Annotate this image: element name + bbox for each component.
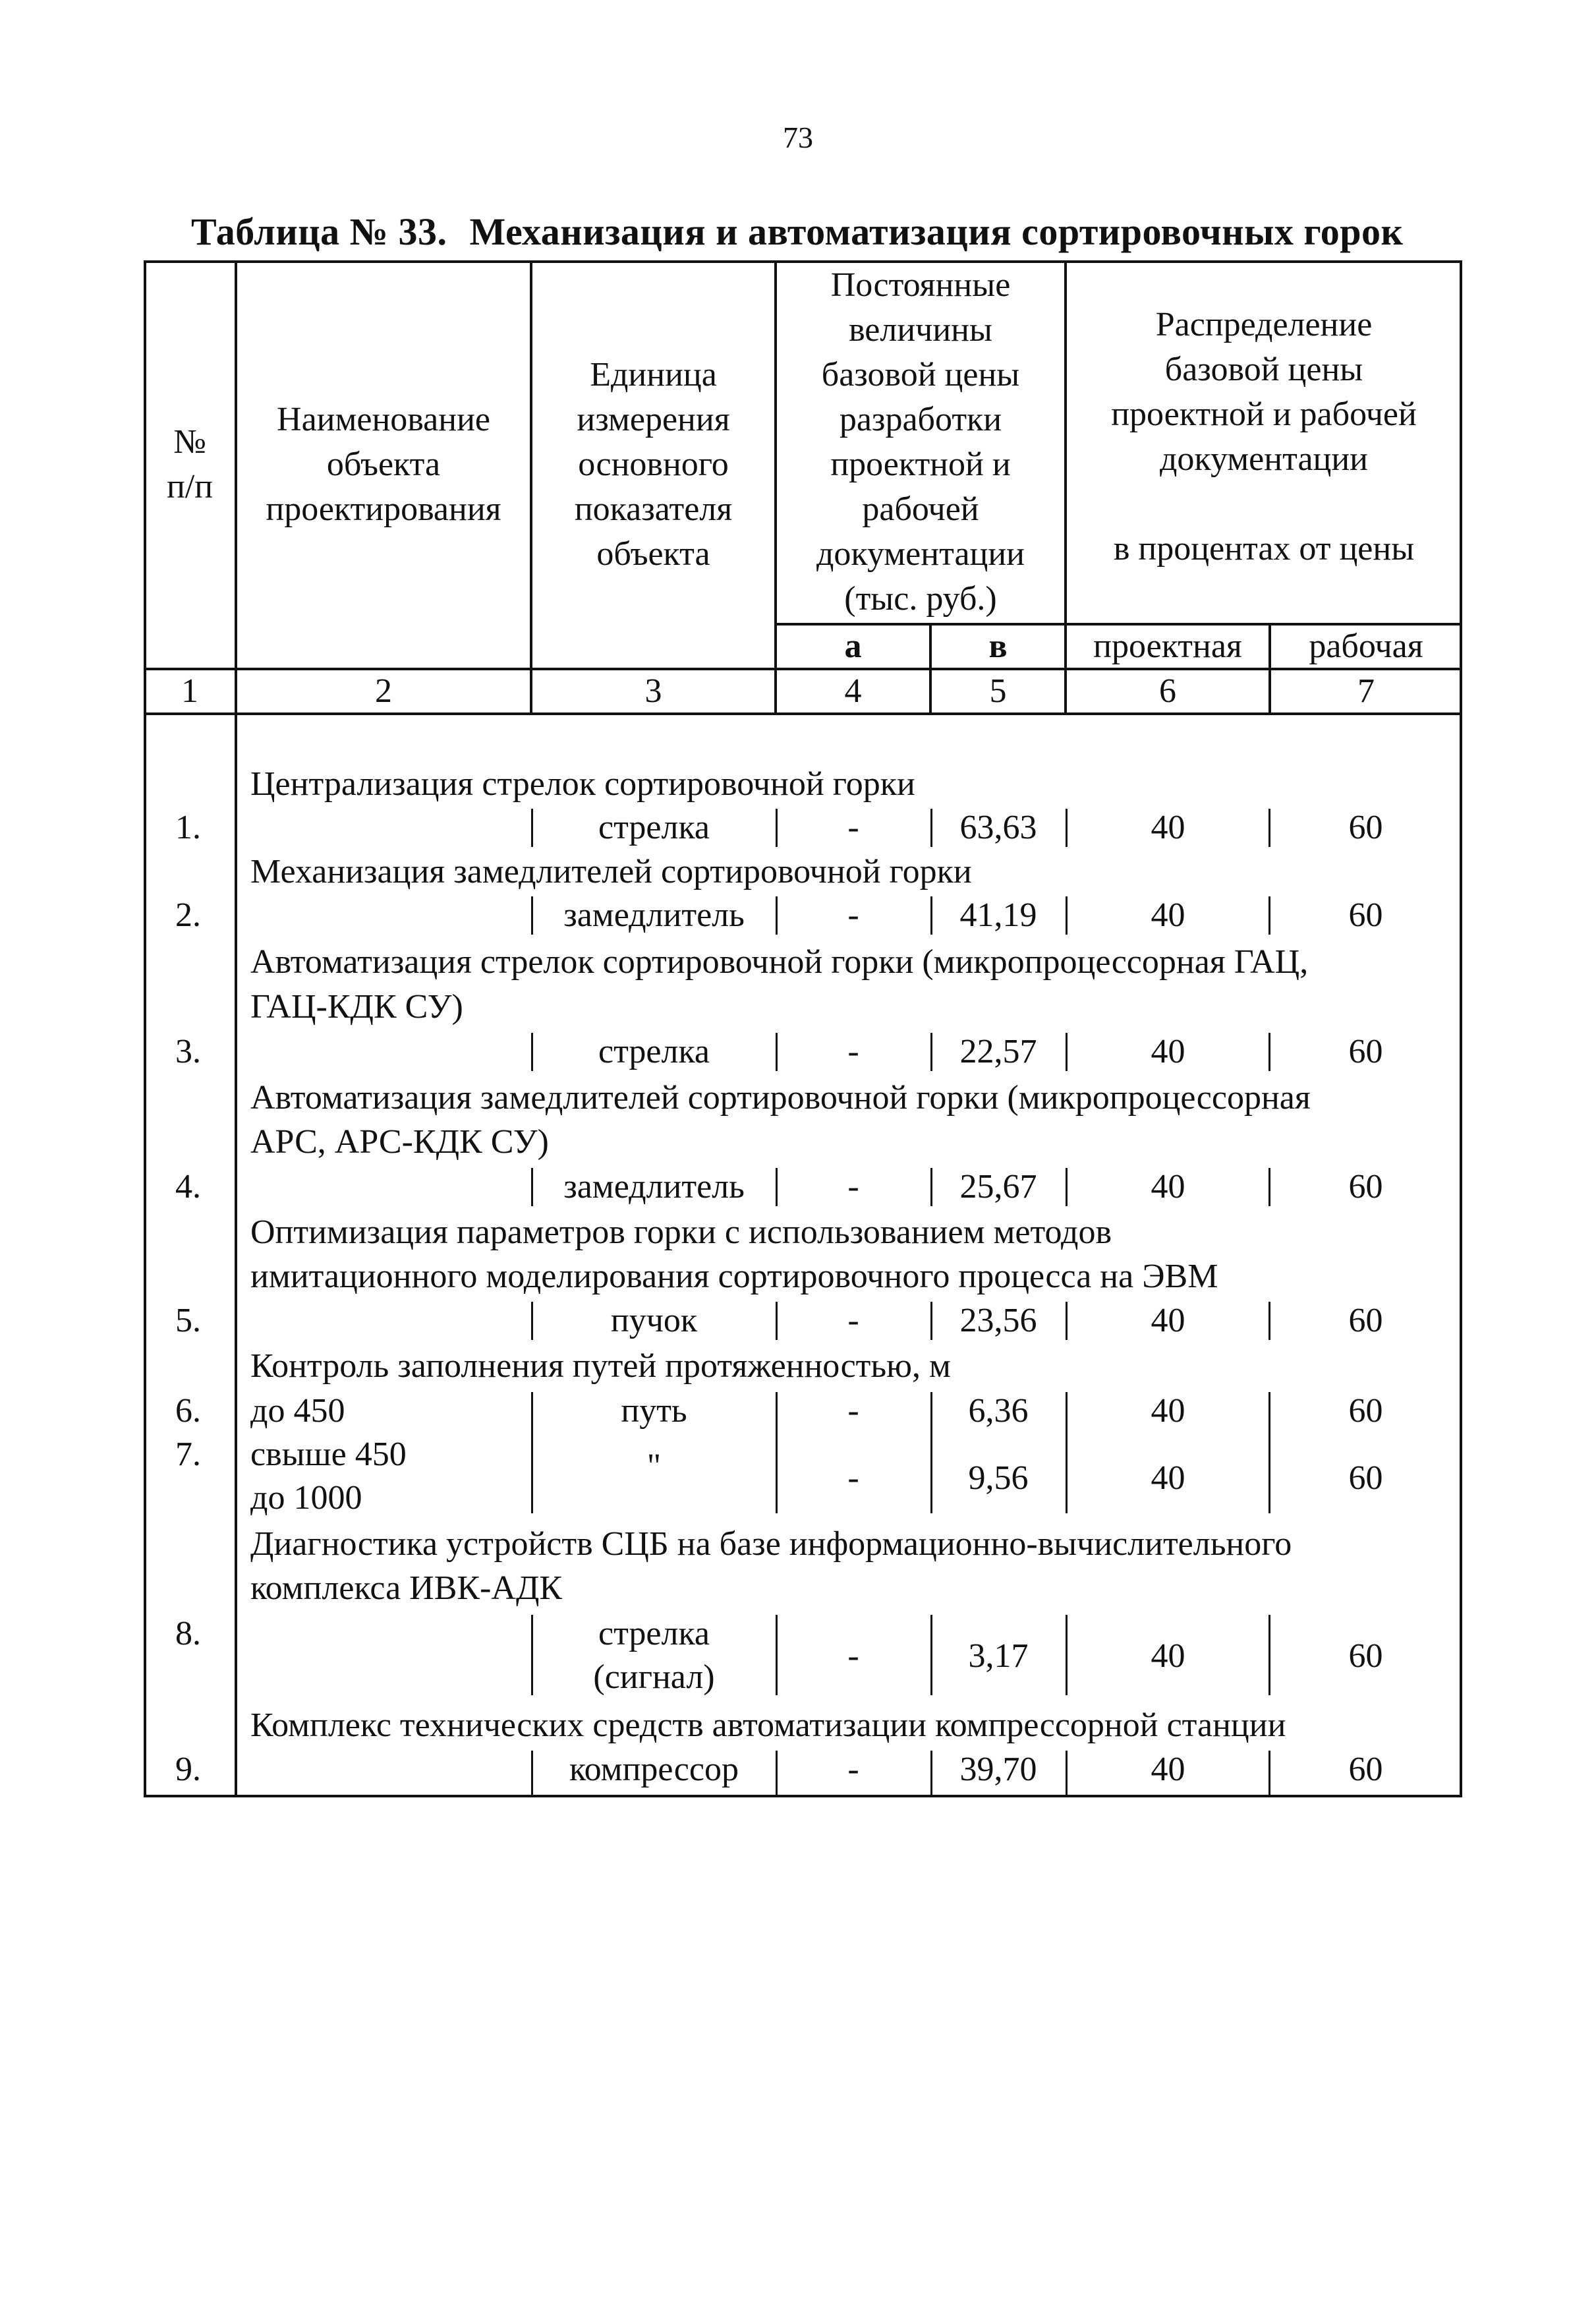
header-col-number bbox=[144, 260, 236, 669]
row-1-working: 60 bbox=[1348, 809, 1383, 846]
header-col-number-line: п/п bbox=[166, 468, 214, 506]
row-8-unit: стрелка bbox=[598, 1615, 710, 1652]
row-5-project: 40 bbox=[1151, 1302, 1185, 1339]
row-3-number: 3. bbox=[175, 1033, 201, 1070]
table-title-label: Таблица № 33. bbox=[191, 210, 447, 253]
row-1-separator bbox=[531, 809, 533, 847]
colnum-bottom-line bbox=[144, 712, 1462, 715]
subheader-working: рабочая bbox=[1309, 627, 1423, 665]
row-4-working: 60 bbox=[1348, 1168, 1383, 1206]
row-2-number: 2. bbox=[175, 896, 201, 934]
row-1-description: Централизация стрелок сортировочной горки bbox=[250, 765, 915, 803]
row-8-separator bbox=[531, 1615, 533, 1695]
row-9-description: Комплекс технических средств автоматизации компрессорной станции bbox=[250, 1706, 1286, 1744]
row-5-separator bbox=[1268, 1302, 1270, 1340]
row-8-b: 3,17 bbox=[968, 1637, 1029, 1675]
row-3-project: 40 bbox=[1151, 1033, 1185, 1070]
row-7-number: 7. bbox=[175, 1436, 201, 1473]
row-7-name: свыше 450 bbox=[250, 1436, 407, 1473]
row-1-number: 1. bbox=[175, 809, 201, 846]
header-col-base-price-line: базовой цены bbox=[821, 356, 1020, 393]
header-col-distribution bbox=[1066, 260, 1462, 624]
row-3-working: 60 bbox=[1348, 1033, 1383, 1070]
row-4-unit: замедлитель bbox=[563, 1168, 745, 1206]
header-col-name-line: проектирования bbox=[266, 490, 501, 528]
colnum-3: 3 bbox=[644, 672, 662, 710]
header-col-base-price-line: разработки bbox=[839, 401, 1002, 438]
header-col-base-price-line: рабочей bbox=[862, 490, 979, 528]
row-1-separator bbox=[1268, 809, 1270, 847]
colnum-5: 5 bbox=[989, 672, 1007, 710]
row-8-a: - bbox=[847, 1637, 859, 1675]
row-6-separator bbox=[1268, 1392, 1270, 1513]
row-2-b: 41,19 bbox=[959, 896, 1037, 934]
row-8-separator bbox=[1268, 1615, 1270, 1695]
row-5-a: - bbox=[847, 1302, 859, 1339]
row-6-a: - bbox=[847, 1392, 859, 1430]
row-5-unit: пучок bbox=[610, 1302, 698, 1339]
header-col-name-line: объекта bbox=[326, 446, 441, 483]
row-9-b: 39,70 bbox=[959, 1751, 1037, 1788]
colnum-6: 6 bbox=[1159, 672, 1176, 710]
row-4-a: - bbox=[847, 1168, 859, 1206]
header-col-distribution-line: Распределение bbox=[1155, 306, 1373, 343]
row-8-number: 8. bbox=[175, 1615, 201, 1652]
header-col-unit-line: основного bbox=[578, 446, 729, 483]
row-4-description: АРС, АРС-КДК СУ) bbox=[250, 1123, 549, 1161]
row-3-b: 22,57 bbox=[959, 1033, 1037, 1070]
header-col-unit-line: Единица bbox=[590, 356, 717, 393]
row-2-a: - bbox=[847, 896, 859, 934]
row-6-working: 60 bbox=[1348, 1392, 1383, 1430]
row-1-unit: стрелка bbox=[598, 809, 710, 846]
row-2-description: Механизация замедлителей сортировочной горки bbox=[250, 853, 972, 890]
row-1-project: 40 bbox=[1151, 809, 1185, 846]
row-7-name: до 1000 bbox=[250, 1479, 362, 1517]
header-col-name-line: Наименование bbox=[277, 401, 490, 438]
row-8-project: 40 bbox=[1151, 1637, 1185, 1675]
row-4-description: Автоматизация замедлителей сортировочной горки (микропроцессорная bbox=[250, 1079, 1311, 1117]
subheader-b: в bbox=[988, 627, 1008, 665]
header-col-unit-line: показателя bbox=[574, 490, 733, 528]
header-col-unit bbox=[531, 260, 776, 669]
row-9-number: 9. bbox=[175, 1751, 201, 1788]
row-4-separator bbox=[1268, 1168, 1270, 1206]
row-2-working: 60 bbox=[1348, 896, 1383, 934]
row-8-description: комплекса ИВК-АДК bbox=[250, 1569, 563, 1607]
row-1-b: 63,63 bbox=[959, 809, 1037, 846]
row-9-working: 60 bbox=[1348, 1751, 1383, 1788]
row-8-working: 60 bbox=[1348, 1637, 1383, 1675]
row-4-project: 40 bbox=[1151, 1168, 1185, 1206]
row-9-a: - bbox=[847, 1751, 859, 1788]
header-col-unit-line: измерения bbox=[577, 401, 730, 438]
row-9-separator bbox=[531, 1751, 533, 1797]
row-7-working: 60 bbox=[1348, 1459, 1383, 1497]
row-3-unit: стрелка bbox=[598, 1033, 710, 1070]
page-number: 73 bbox=[783, 121, 813, 154]
row-3-description: Автоматизация стрелок сортировочной горки (микропроцессорная ГАЦ, bbox=[250, 943, 1309, 981]
colnum-4: 4 bbox=[844, 672, 862, 710]
row-6-b: 6,36 bbox=[968, 1392, 1029, 1430]
subheader-project: проектная bbox=[1093, 627, 1242, 665]
header-col-base-price-line: проектной и bbox=[830, 446, 1011, 483]
row-6-separator bbox=[531, 1392, 533, 1513]
row-5-b: 23,56 bbox=[959, 1302, 1037, 1339]
row-3-a: - bbox=[847, 1033, 859, 1070]
row-2-separator bbox=[531, 896, 533, 935]
colnum-1: 1 bbox=[181, 672, 198, 710]
colnum-7: 7 bbox=[1357, 672, 1375, 710]
row-6-unit: путь bbox=[621, 1392, 687, 1430]
header-col-name bbox=[236, 260, 531, 669]
row-4-b: 25,67 bbox=[959, 1168, 1037, 1206]
row-2-unit: замедлитель bbox=[563, 896, 745, 934]
row-8-description: Диагностика устройств СЦБ на базе информационно-вычислительного bbox=[250, 1525, 1292, 1563]
header-col-base-price-line: (тыс. руб.) bbox=[844, 580, 997, 618]
header-col-number-line: № bbox=[173, 423, 206, 461]
header-col-unit-line: объекта bbox=[596, 535, 710, 573]
row-7-unit: " bbox=[646, 1447, 662, 1485]
row-3-separator bbox=[531, 1033, 533, 1071]
colnum-2: 2 bbox=[375, 672, 392, 710]
row-4-number: 4. bbox=[175, 1168, 201, 1206]
header-col-distribution-line: проектной и рабочей bbox=[1111, 395, 1417, 433]
row-2-separator bbox=[1268, 896, 1270, 935]
header-col-distribution-line: базовой цены bbox=[1164, 351, 1363, 388]
row-8-unit: (сигнал) bbox=[593, 1658, 715, 1696]
row-2-project: 40 bbox=[1151, 896, 1185, 934]
row-5-description: имитационного моделирования сортировочного процесса на ЭВМ bbox=[250, 1258, 1218, 1295]
header-col-distribution-note: в процентах от цены bbox=[1113, 530, 1415, 567]
row-6-project: 40 bbox=[1151, 1392, 1185, 1430]
row-7-project: 40 bbox=[1151, 1459, 1185, 1497]
row-4-separator bbox=[531, 1168, 533, 1206]
header-col-distribution-line: документации bbox=[1159, 440, 1369, 478]
header-col-base-price-line: величины bbox=[849, 311, 992, 349]
subheader-a: а bbox=[844, 627, 862, 665]
table-title-text: Механизация и автоматизация сортировочных горок bbox=[469, 210, 1404, 253]
row-9-project: 40 bbox=[1151, 1751, 1185, 1788]
row-3-separator bbox=[1268, 1033, 1270, 1071]
row-9-unit: компрессор bbox=[569, 1751, 739, 1788]
group-heading: Контроль заполнения путей протяженностью, м bbox=[250, 1347, 951, 1385]
row-1-a: - bbox=[847, 809, 859, 846]
row-6-name: до 450 bbox=[250, 1392, 345, 1430]
row-7-b: 9,56 bbox=[968, 1459, 1029, 1497]
row-6-number: 6. bbox=[175, 1392, 201, 1430]
row-3-description: ГАЦ-КДК СУ) bbox=[250, 988, 463, 1026]
row-7-a: - bbox=[847, 1459, 859, 1497]
row-9-separator bbox=[1268, 1751, 1270, 1797]
header-col-base-price-line: Постоянные bbox=[830, 266, 1011, 304]
table-title bbox=[191, 210, 1443, 254]
row-5-number: 5. bbox=[175, 1302, 201, 1339]
header-col-base-price-line: документации bbox=[816, 535, 1025, 573]
header-col-base-price bbox=[776, 260, 1066, 624]
row-5-separator bbox=[531, 1302, 533, 1340]
row-5-description: Оптимизация параметров горки с использованием методов bbox=[250, 1213, 1112, 1251]
row-5-working: 60 bbox=[1348, 1302, 1383, 1339]
